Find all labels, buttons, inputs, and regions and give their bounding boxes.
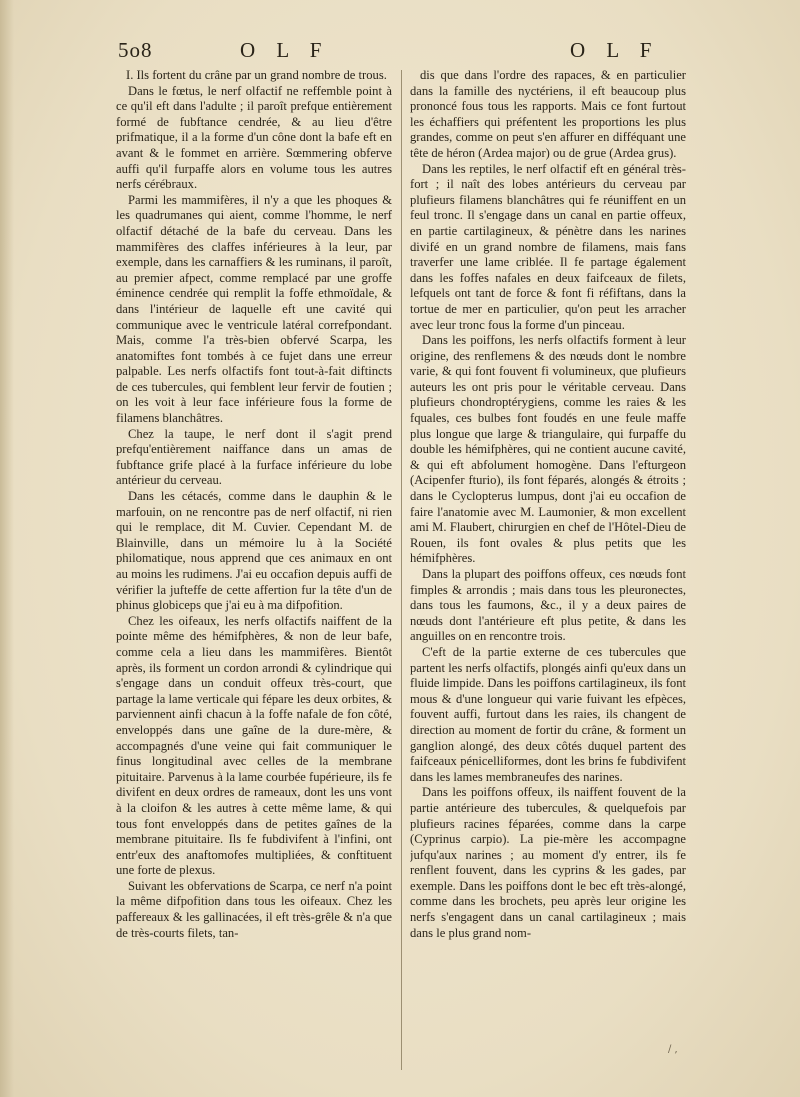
running-head-left-word: O L F — [240, 38, 330, 62]
binding-shadow — [0, 0, 14, 1097]
right-paragraph-4: Dans la plupart des poiffons offeux, ces nœuds font fimples & arrondis ; mais dans tous les pleuronectes, dans tous les faumons, &c., il y a deux paires de nœuds dont l'antérieure eft plus petite, & dans les anguilles on en rencontre trois. — [410, 567, 686, 644]
right-paragraph-1: dis que dans l'ordre des rapaces, & en particulier dans la famille des nyctériens, il eft beaucoup plus prononcé fous tous les rapports. Mais ce font furtout les échaffiers qui préfentent les proportions les plus grandes, comme on peut s'en affurer en difféquant une tête de héron (Ardea major) ou de grue (Ardea grus). — [410, 68, 686, 160]
left-paragraph-5: Dans les cétacés, comme dans le dauphin & le marfouin, on ne rencontre pas de nerf olfactif, ni rien qui le remplace, dit M. Cuvier. Cependant M. de Blainville, dans un mémoire lu à la Société philomatique, nous apprend que ces animaux en ont au moins les rudimens. J'ai eu occafion depuis auffi de vérifier la jufteffe de cette affertion fur la tête d'un de phinus globiceps que j'ai eu à ma difpofition. — [116, 489, 392, 613]
running-head-right-word: O L F — [570, 38, 660, 62]
right-paragraph-5: C'eft de la partie externe de ces tubercules que partent les nerfs olfactifs, plongés ainfi qu'eux dans un fluide limpide. Dans les poiffons cartilagineux, ils font mous & d'une longueur qui varie fuivant les efpèces, fouvent auffi, furtout dans les raies, ils changent de direction au moment de fortir du crâne, & forment un ganglion alongé, des deux côtés duquel partent des faifceaux pénicelliformes, dont les brins fe fubdivifent dans les lames membraneufes des narines. — [410, 644, 686, 784]
left-paragraph-7: Suivant les obfervations de Scarpa, ce nerf n'a point la même difpofition dans tous les oifeaux. Chez les paffereaux & les gallinacées, il eft très-grêle & n'a que de très-courts filets, tan- — [116, 878, 392, 940]
column-divider — [401, 70, 402, 1070]
text-columns — [116, 68, 686, 1080]
left-column — [116, 68, 392, 1080]
right-paragraph-3: Dans les poiffons, les nerfs olfactifs forment à leur origine, des renflemens & des nœuds dont le nombre varie, & qui font fouvent fi volumineux, que plufieurs auteurs les ont pris pour le véritable cerveau. Dans plufieurs chondroptérygiens, comme les raies & les fquales, ces bulbes font foudés en une feule maffe plus longue que large & triangulaire, qui furpaffe du double les hémifphères, qui ne contient aucune cavité, & qui eft abfolument homogène. Dans l'efturgeon (Acipenfer fturio), ils font féparés, alongés & étroits ; dans le Cyclopterus lumpus, dont j'ai eu occafion de faire l'anatomie avec M. Laumonier, & mon excellent ami M. Flaubert, chirurgien en chef de l'Hôtel-Dieu de Rouen, ils font ovales & plus petits que les hémifphères. — [410, 333, 686, 566]
margin-mark: / , — [668, 1044, 678, 1055]
left-paragraph-1: I. Ils fortent du crâne par un grand nombre de trous. — [126, 68, 387, 82]
left-paragraph-3: Parmi les mammifères, il n'y a que les phoques & les quadrumanes qui aient, comme l'homme, le nerf olfactif détaché de la bafe du cerveau. Dans les mammifères des claffes inférieures à la leur, par exemple, dans les carnaffiers & les ruminans, il paroît, au premier afpect, comme remplacé par une groffe éminence cendrée qui remplit la foffe ethmoïdale, & dans l'intérieur de laquelle eft une cavité qui communique avec le ventricule latéral correfpondant. Mais, comme l'a très-bien obfervé Scarpa, les anatomiftes font tombés à ce fujet dans une erreur palpable. Les nerfs olfactifs font tout-à-fait diftincts de ces tubercules, qui femblent leur fervir de foutien ; on les voit à leur face inférieure fous la forme de filamens blanchâtres. — [116, 192, 392, 426]
left-paragraph-4: Chez la taupe, le nerf dont il s'agit prend prefqu'entièrement naiffance dans un amas de fubftance grife placé à la furface inférieure du lobe antérieur du cerveau. — [116, 426, 392, 488]
page-number: 5o8 — [118, 38, 153, 62]
right-paragraph-6: Dans les poiffons offeux, ils naiffent fouvent de la partie antérieure des tubercules, & quelquefois par plufieurs racines féparées, comme dans la carpe (Cyprinus carpio). La pie-mère les accompagne jufqu'aux narines ; au moment d'y entrer, ils fe renflent fouvent, dans les cyprins & les gades, par exemple. Dans les poiffons dont le bec eft très-alongé, comme dans les brochets, peu après leur origine les nerfs s'engagent dans un canal cartilagineux ; mais dans le plus grand nom- — [410, 785, 686, 940]
running-head — [118, 38, 680, 64]
right-paragraph-2: Dans les reptiles, le nerf olfactif eft en général très-fort ; il naît des lobes antérieurs du cerveau par plufieurs filamens blanchâtres qui fe réuniffent en un feul tronc. Il s'engage dans un canal en partie offeux, en partie cartilagineux, & pénètre dans les narines divifé en un grand nombre de filamens, mais fans traverfer une lame criblée. Il fe partage également dans les foffes nafales en deux faifceaux de filets, lefquels ont tant de force & font fi réfiftans, dans la tortue de mer en particulier, qu'on peut les arracher avec leur tronc fous la forme d'un pinceau. — [410, 161, 686, 332]
left-paragraph-2: Dans le fœtus, le nerf olfactif ne reffemble point à ce qu'il eft dans l'adulte ; il paroît prefque entièrement formé de fubftance cendrée, & au lieu d'être prifmatique, il a la forme d'un cône dont la bafe eft en avant & le fommet en arrière. Sœmmering obferve auffi qu'il furpaffe alors en volume tous les autres nerfs cérébraux. — [116, 83, 392, 192]
left-paragraph-6: Chez les oifeaux, les nerfs olfactifs naiffent de la pointe même des hémifphères, & non de leur bafe, comme cela a lieu dans les mammifères. Bientôt après, ils forment un cordon arrondi & cylindrique qui s'engage dans un conduit offeux très-court, que partage la lame verticale qui fépare les deux orbites, & parviennent ainfi chacun à la foffe nafale de fon côté, enveloppés dans une gaîne de la dure-mère, & accompagnés d'une veine qui fait communiquer le finus longitudinal avec celles de la membrane pituitaire. Parvenus à la lame courbée fupérieure, ils fe divifent en deux ordres de rameaux, dont les uns vont à la cloifon & les autres à cette même lame, & qui tous font enveloppés dans de petites gaînes de la membrane pituitaire. Ils fe fubdivifent à l'infini, ont entr'eux des anaftomofes multipliées, & conftituent une forte de plexus. — [116, 613, 392, 878]
right-column — [410, 68, 686, 1080]
